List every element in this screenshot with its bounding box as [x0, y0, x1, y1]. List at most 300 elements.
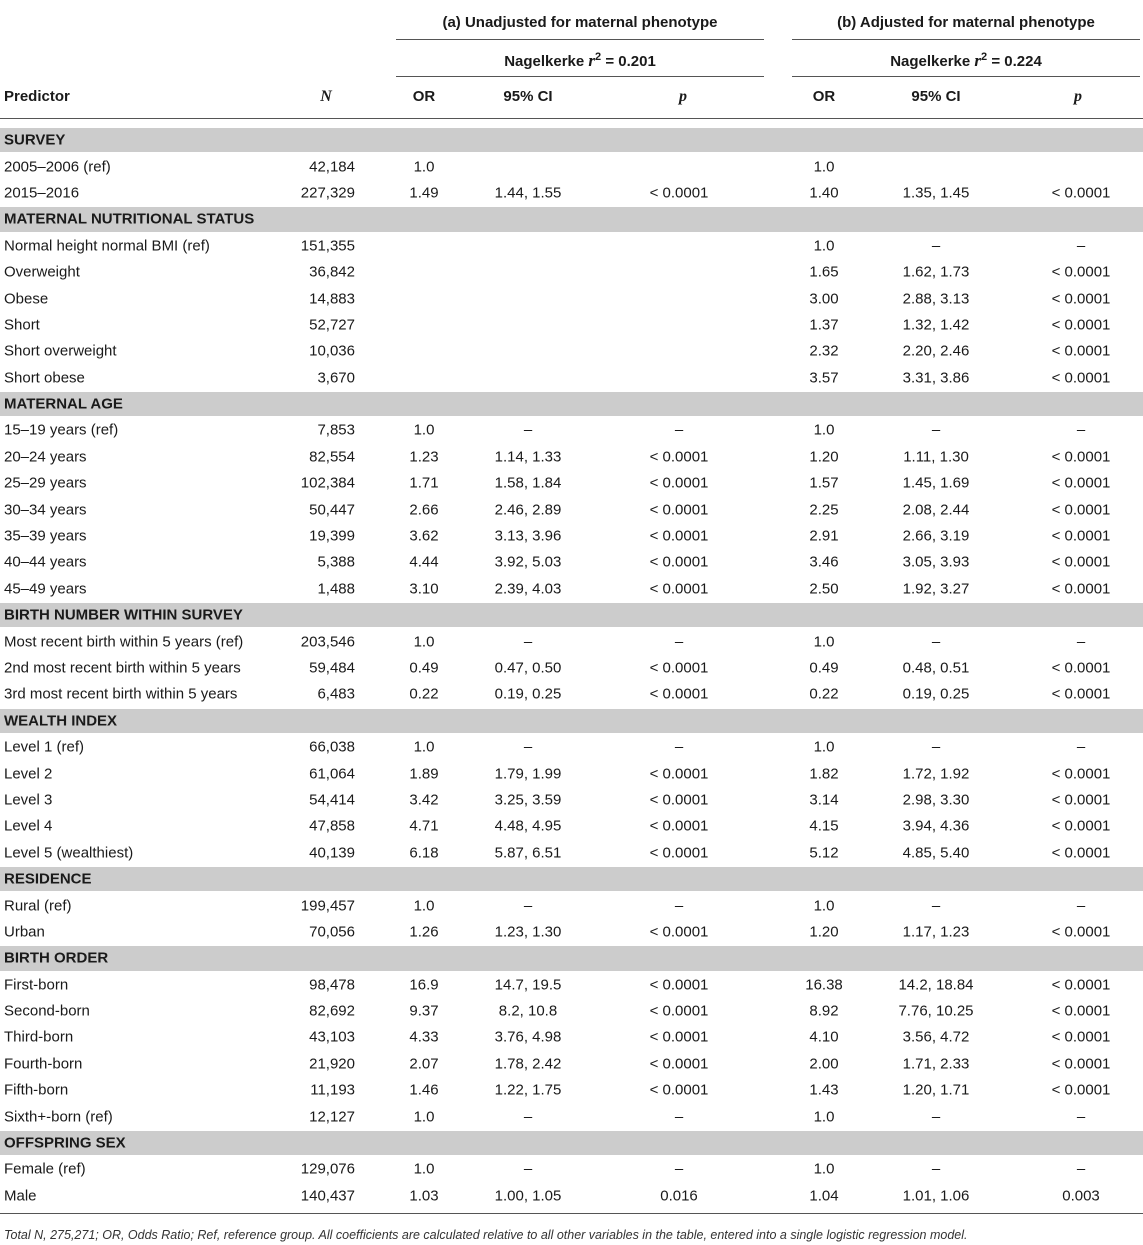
header-rule	[0, 118, 1143, 119]
p-b-cell: < 0.0001	[1051, 316, 1111, 334]
ci-b-cell: –	[931, 1160, 941, 1178]
header-n: N	[320, 88, 332, 105]
or-b-cell: 1.0	[813, 738, 835, 756]
n-cell: 70,056	[309, 923, 355, 941]
ci-a-cell: –	[523, 633, 533, 651]
predictor-cell: 45–49 years	[4, 580, 87, 598]
p-a-cell: 0.016	[660, 1187, 698, 1205]
ci-b-cell: 2.98, 3.30	[902, 791, 970, 809]
p-b-cell: < 0.0001	[1051, 923, 1111, 941]
or-b-cell: 1.65	[809, 263, 839, 281]
ci-b-cell: –	[931, 1108, 941, 1126]
n-cell: 82,554	[309, 448, 355, 466]
or-b-cell: 3.00	[809, 290, 839, 308]
table-row	[0, 444, 1143, 470]
ci-b-cell: 3.94, 4.36	[902, 817, 970, 835]
p-b-cell: < 0.0001	[1051, 263, 1111, 281]
header-ci-a: 95% CI	[503, 88, 553, 105]
or-b-cell: 0.49	[809, 659, 839, 677]
or-a-cell: 1.89	[409, 765, 439, 783]
or-a-cell: 1.0	[413, 633, 435, 651]
or-b-cell: 1.40	[809, 184, 839, 202]
predictor-cell: Sixth+-born (ref)	[4, 1108, 113, 1126]
n-cell: 54,414	[309, 791, 355, 809]
ci-b-cell: 3.05, 3.93	[902, 553, 970, 571]
or-b-cell: 2.25	[809, 501, 839, 519]
or-b-cell: 1.82	[809, 765, 839, 783]
r2-rule-b	[792, 76, 1140, 77]
n-cell: 47,858	[309, 817, 355, 835]
or-b-cell: 2.32	[809, 342, 839, 360]
ci-a-cell: 1.22, 1.75	[494, 1081, 562, 1099]
or-a-cell: 6.18	[409, 844, 439, 862]
section-label: SURVEY	[4, 131, 66, 149]
n-cell: 21,920	[309, 1055, 355, 1073]
ci-a-cell: 2.39, 4.03	[494, 580, 562, 598]
predictor-cell: Short	[4, 316, 40, 334]
n-cell: 102,384	[300, 474, 355, 492]
or-b-cell: 1.0	[813, 158, 835, 176]
or-b-cell: 5.12	[809, 844, 839, 862]
table-row	[0, 153, 1143, 179]
predictor-cell: 30–34 years	[4, 501, 87, 519]
section-label: BIRTH NUMBER WITHIN SURVEY	[4, 606, 243, 624]
p-b-cell: < 0.0001	[1051, 976, 1111, 994]
p-b-cell: –	[1076, 738, 1086, 756]
n-cell: 42,184	[309, 158, 355, 176]
ci-b-cell: –	[931, 237, 941, 255]
ci-b-cell: 1.01, 1.06	[902, 1187, 970, 1205]
table-row	[0, 655, 1143, 681]
p-a-cell: < 0.0001	[649, 765, 709, 783]
p-a-cell: < 0.0001	[649, 184, 709, 202]
ci-a-cell: –	[523, 738, 533, 756]
ci-a-cell: –	[523, 1160, 533, 1178]
n-cell: 151,355	[300, 237, 355, 255]
or-b-cell: 4.10	[809, 1028, 839, 1046]
table-row	[0, 1183, 1143, 1209]
ci-b-cell: 1.17, 1.23	[902, 923, 970, 941]
ci-b-cell: 4.85, 5.40	[902, 844, 970, 862]
or-b-cell: 4.15	[809, 817, 839, 835]
table-row	[0, 233, 1143, 259]
predictor-cell: Most recent birth within 5 years (ref)	[4, 633, 244, 651]
or-b-cell: 1.37	[809, 316, 839, 334]
table-row	[0, 312, 1143, 338]
n-cell: 43,103	[309, 1028, 355, 1046]
ci-a-cell: 3.92, 5.03	[494, 553, 562, 571]
header-p-b: p	[1074, 88, 1082, 105]
group-rule-a	[396, 39, 764, 40]
predictor-cell: Urban	[4, 923, 45, 941]
header-ci-b: 95% CI	[911, 88, 961, 105]
section-header	[0, 127, 1143, 153]
p-a-cell: < 0.0001	[649, 1028, 709, 1046]
p-b-cell: < 0.0001	[1051, 342, 1111, 360]
or-b-cell: 1.04	[809, 1187, 839, 1205]
table-row	[0, 576, 1143, 602]
section-header	[0, 1130, 1143, 1156]
predictor-cell: Level 5 (wealthiest)	[4, 844, 134, 862]
predictor-cell: Obese	[4, 290, 49, 308]
header-p-a: p	[679, 88, 687, 105]
section-header	[0, 708, 1143, 734]
ci-a-cell: 1.44, 1.55	[494, 184, 562, 202]
p-a-cell: < 0.0001	[649, 1081, 709, 1099]
r2-rule-a	[396, 76, 764, 77]
predictor-cell: Short overweight	[4, 342, 117, 360]
p-a-cell: < 0.0001	[649, 659, 709, 677]
p-a-cell: < 0.0001	[649, 501, 709, 519]
predictor-cell: 15–19 years (ref)	[4, 421, 119, 439]
n-cell: 227,329	[300, 184, 355, 202]
section-label: MATERNAL AGE	[4, 395, 123, 413]
ci-a-cell: 1.78, 2.42	[494, 1055, 562, 1073]
predictor-cell: Second-born	[4, 1002, 90, 1020]
ci-a-cell: 2.46, 2.89	[494, 501, 562, 519]
p-b-cell: < 0.0001	[1051, 527, 1111, 545]
predictor-cell: 40–44 years	[4, 553, 87, 571]
p-b-cell: < 0.0001	[1051, 369, 1111, 387]
or-a-cell: 4.33	[409, 1028, 439, 1046]
predictor-cell: Overweight	[4, 263, 80, 281]
section-header	[0, 945, 1143, 971]
table-row	[0, 734, 1143, 760]
ci-b-cell: –	[931, 897, 941, 915]
or-a-cell: 2.66	[409, 501, 439, 519]
or-a-cell: 3.10	[409, 580, 439, 598]
or-a-cell: 1.0	[413, 738, 435, 756]
p-b-cell: < 0.0001	[1051, 1055, 1111, 1073]
ci-b-cell: 1.71, 2.33	[902, 1055, 970, 1073]
n-cell: 1,488	[317, 580, 355, 598]
table-row	[0, 1156, 1143, 1182]
table-row	[0, 338, 1143, 364]
p-b-cell: –	[1076, 237, 1086, 255]
p-b-cell: < 0.0001	[1051, 474, 1111, 492]
ci-b-cell: 3.56, 4.72	[902, 1028, 970, 1046]
group-header-unadjusted: (a) Unadjusted for maternal phenotype	[442, 14, 718, 31]
or-b-cell: 1.20	[809, 923, 839, 941]
n-cell: 61,064	[309, 765, 355, 783]
ci-a-cell: 1.14, 1.33	[494, 448, 562, 466]
ci-a-cell: 1.79, 1.99	[494, 765, 562, 783]
n-cell: 199,457	[300, 897, 355, 915]
n-cell: 12,127	[309, 1108, 355, 1126]
or-a-cell: 1.71	[409, 474, 439, 492]
ci-b-cell: 2.88, 3.13	[902, 290, 970, 308]
p-a-cell: < 0.0001	[649, 1002, 709, 1020]
table-row	[0, 1051, 1143, 1077]
p-a-cell: –	[674, 738, 684, 756]
p-b-cell: < 0.0001	[1051, 844, 1111, 862]
table-row	[0, 919, 1143, 945]
group-header-adjusted: (b) Adjusted for maternal phenotype	[837, 14, 1095, 31]
or-b-cell: 1.0	[813, 897, 835, 915]
p-b-cell: –	[1076, 897, 1086, 915]
predictor-cell: 25–29 years	[4, 474, 87, 492]
ci-b-cell: –	[931, 738, 941, 756]
ci-b-cell: 1.62, 1.73	[902, 263, 970, 281]
n-cell: 52,727	[309, 316, 355, 334]
table-body	[0, 127, 1143, 1209]
or-b-cell: 3.46	[809, 553, 839, 571]
predictor-cell: Level 4	[4, 817, 53, 835]
p-a-cell: –	[674, 1108, 684, 1126]
n-cell: 19,399	[309, 527, 355, 545]
table-row	[0, 681, 1143, 707]
or-b-cell: 1.43	[809, 1081, 839, 1099]
predictor-cell: 2nd most recent birth within 5 years	[4, 659, 241, 677]
ci-b-cell: 3.31, 3.86	[902, 369, 970, 387]
ci-a-cell: 1.58, 1.84	[494, 474, 562, 492]
or-a-cell: 1.23	[409, 448, 439, 466]
n-cell: 10,036	[309, 342, 355, 360]
p-b-cell: < 0.0001	[1051, 685, 1111, 703]
p-b-cell: < 0.0001	[1051, 1028, 1111, 1046]
p-b-cell: < 0.0001	[1051, 1081, 1111, 1099]
n-cell: 6,483	[317, 685, 355, 703]
p-a-cell: < 0.0001	[649, 553, 709, 571]
bottom-rule	[0, 1213, 1143, 1214]
ci-a-cell: –	[523, 897, 533, 915]
ci-b-cell: 2.08, 2.44	[902, 501, 970, 519]
table-row	[0, 760, 1143, 786]
ci-b-cell: 1.45, 1.69	[902, 474, 970, 492]
ci-a-cell: 4.48, 4.95	[494, 817, 562, 835]
ci-b-cell: 1.11, 1.30	[903, 448, 969, 466]
predictor-cell: Level 3	[4, 791, 53, 809]
group-rule-b	[792, 39, 1140, 40]
or-a-cell: 1.0	[413, 1108, 435, 1126]
n-cell: 14,883	[309, 290, 355, 308]
or-b-cell: 3.57	[809, 369, 839, 387]
section-label: MATERNAL NUTRITIONAL STATUS	[4, 210, 255, 228]
p-a-cell: –	[674, 897, 684, 915]
p-b-cell: < 0.0001	[1051, 659, 1111, 677]
ci-a-cell: –	[523, 1108, 533, 1126]
predictor-cell: 3rd most recent birth within 5 years	[4, 685, 238, 703]
section-label: BIRTH ORDER	[4, 949, 109, 967]
n-cell: 203,546	[300, 633, 355, 651]
or-a-cell: 0.49	[409, 659, 439, 677]
ci-b-cell: 2.20, 2.46	[902, 342, 970, 360]
p-a-cell: < 0.0001	[649, 923, 709, 941]
or-a-cell: 0.22	[409, 685, 439, 703]
or-b-cell: 1.0	[813, 237, 835, 255]
n-cell: 50,447	[309, 501, 355, 519]
table-row	[0, 972, 1143, 998]
p-a-cell: –	[674, 633, 684, 651]
ci-b-cell: 0.19, 0.25	[902, 685, 970, 703]
ci-a-cell: 5.87, 6.51	[494, 844, 562, 862]
section-label: RESIDENCE	[4, 870, 92, 888]
p-a-cell: < 0.0001	[649, 685, 709, 703]
p-b-cell: < 0.0001	[1051, 290, 1111, 308]
n-cell: 3,670	[317, 369, 355, 387]
p-a-cell: < 0.0001	[649, 791, 709, 809]
footnote: Total N, 275,271; OR, Odds Ratio; Ref, reference group. All coefficients are calculated relative to all other variables in the table, entered into a single logistic regression model.	[4, 1228, 968, 1242]
section-header	[0, 391, 1143, 417]
p-a-cell: –	[674, 421, 684, 439]
table-row	[0, 365, 1143, 391]
table-row	[0, 285, 1143, 311]
header-or-b: OR	[812, 88, 836, 105]
section-header	[0, 866, 1143, 892]
or-b-cell: 8.92	[809, 1002, 839, 1020]
or-a-cell: 1.03	[409, 1187, 439, 1205]
or-b-cell: 0.22	[809, 685, 839, 703]
predictor-cell: Level 1 (ref)	[4, 738, 85, 756]
table-row	[0, 259, 1143, 285]
n-cell: 7,853	[317, 421, 355, 439]
p-b-cell: < 0.0001	[1051, 1002, 1111, 1020]
or-a-cell: 9.37	[409, 1002, 439, 1020]
p-b-cell: < 0.0001	[1051, 765, 1111, 783]
ci-b-cell: 1.32, 1.42	[902, 316, 970, 334]
n-cell: 82,692	[309, 1002, 355, 1020]
n-cell: 36,842	[309, 263, 355, 281]
or-a-cell: 1.0	[413, 1160, 435, 1178]
n-cell: 59,484	[309, 659, 355, 677]
p-b-cell: –	[1076, 421, 1086, 439]
p-a-cell: < 0.0001	[649, 474, 709, 492]
table-row	[0, 813, 1143, 839]
or-a-cell: 1.0	[413, 897, 435, 915]
or-b-cell: 1.0	[813, 1108, 835, 1126]
predictor-cell: 35–39 years	[4, 527, 87, 545]
p-a-cell: < 0.0001	[649, 580, 709, 598]
p-b-cell: < 0.0001	[1051, 791, 1111, 809]
p-b-cell: < 0.0001	[1051, 448, 1111, 466]
ci-a-cell: 14.7, 19.5	[494, 976, 562, 994]
p-b-cell: 0.003	[1062, 1187, 1100, 1205]
p-b-cell: < 0.0001	[1051, 501, 1111, 519]
ci-b-cell: 2.66, 3.19	[902, 527, 970, 545]
predictor-cell: Fourth-born	[4, 1055, 83, 1073]
table-row	[0, 840, 1143, 866]
or-b-cell: 16.38	[805, 976, 843, 994]
or-b-cell: 1.0	[813, 633, 835, 651]
or-b-cell: 2.50	[809, 580, 839, 598]
or-b-cell: 2.00	[809, 1055, 839, 1073]
ci-b-cell: –	[931, 421, 941, 439]
or-a-cell: 1.0	[413, 158, 435, 176]
ci-a-cell: 3.13, 3.96	[494, 527, 562, 545]
ci-b-cell: 1.20, 1.71	[902, 1081, 970, 1099]
or-a-cell: 1.46	[409, 1081, 439, 1099]
ci-a-cell: 0.19, 0.25	[494, 685, 562, 703]
table-row	[0, 892, 1143, 918]
predictor-cell: Short obese	[4, 369, 85, 387]
table-row	[0, 180, 1143, 206]
ci-a-cell: 1.00, 1.05	[494, 1187, 562, 1205]
ci-a-cell: 8.2, 10.8	[498, 1002, 558, 1020]
table-row	[0, 549, 1143, 575]
table-row	[0, 470, 1143, 496]
ci-b-cell: 7.76, 10.25	[898, 1002, 974, 1020]
ci-a-cell: –	[523, 421, 533, 439]
or-a-cell: 1.26	[409, 923, 439, 941]
table-row	[0, 496, 1143, 522]
r2-adjusted: Nagelkerke $r^2 = 0.224$	[890, 51, 1042, 70]
ci-b-cell: 1.92, 3.27	[902, 580, 970, 598]
predictor-cell: 2005–2006 (ref)	[4, 158, 111, 176]
predictor-cell: Level 2	[4, 765, 53, 783]
section-label: WEALTH INDEX	[4, 712, 118, 730]
p-a-cell: < 0.0001	[649, 844, 709, 862]
or-a-cell: 3.62	[409, 527, 439, 545]
p-a-cell: < 0.0001	[649, 1055, 709, 1073]
ci-a-cell: 1.23, 1.30	[494, 923, 562, 941]
or-a-cell: 2.07	[409, 1055, 439, 1073]
section-header	[0, 602, 1143, 628]
predictor-cell: Normal height normal BMI (ref)	[4, 237, 210, 255]
or-b-cell: 1.57	[809, 474, 839, 492]
p-b-cell: < 0.0001	[1051, 580, 1111, 598]
p-b-cell: –	[1076, 633, 1086, 651]
predictor-cell: Fifth-born	[4, 1081, 69, 1099]
or-b-cell: 1.0	[813, 421, 835, 439]
ci-a-cell: 3.25, 3.59	[494, 791, 562, 809]
table-row	[0, 787, 1143, 813]
p-b-cell: –	[1076, 1160, 1086, 1178]
or-b-cell: 1.0	[813, 1160, 835, 1178]
or-a-cell: 3.42	[409, 791, 439, 809]
or-a-cell: 4.44	[409, 553, 439, 571]
n-cell: 5,388	[317, 553, 355, 571]
section-label: OFFSPRING SEX	[4, 1134, 126, 1152]
predictor-cell: Male	[4, 1187, 37, 1205]
or-a-cell: 16.9	[409, 976, 439, 994]
or-a-cell: 1.49	[409, 184, 439, 202]
table-row	[0, 417, 1143, 443]
ci-a-cell: 0.47, 0.50	[494, 659, 562, 677]
predictor-cell: First-born	[4, 976, 69, 994]
table-row	[0, 1024, 1143, 1050]
p-b-cell: < 0.0001	[1051, 817, 1111, 835]
p-b-cell: < 0.0001	[1051, 553, 1111, 571]
or-b-cell: 1.20	[809, 448, 839, 466]
n-cell: 140,437	[300, 1187, 355, 1205]
p-a-cell: < 0.0001	[649, 448, 709, 466]
predictor-cell: Third-born	[4, 1028, 74, 1046]
ci-a-cell: 3.76, 4.98	[494, 1028, 562, 1046]
p-b-cell: –	[1076, 1108, 1086, 1126]
p-a-cell: –	[674, 1160, 684, 1178]
ci-b-cell: 0.48, 0.51	[902, 659, 970, 677]
ci-b-cell: 1.72, 1.92	[902, 765, 970, 783]
section-header	[0, 206, 1143, 232]
p-a-cell: < 0.0001	[649, 976, 709, 994]
n-cell: 11,193	[310, 1081, 355, 1099]
table-row	[0, 1103, 1143, 1129]
table-row	[0, 1077, 1143, 1103]
predictor-cell: Rural (ref)	[4, 897, 72, 915]
or-b-cell: 3.14	[809, 791, 839, 809]
header-predictor: Predictor	[4, 88, 70, 105]
predictor-cell: Female (ref)	[4, 1160, 86, 1178]
table-row	[0, 998, 1143, 1024]
ci-b-cell: 14.2, 18.84	[898, 976, 974, 994]
table-row	[0, 523, 1143, 549]
table-row	[0, 628, 1143, 654]
predictor-cell: 2015–2016	[4, 184, 80, 202]
r2-unadjusted: Nagelkerke $r^2 = 0.201$	[504, 51, 656, 70]
or-a-cell: 1.0	[413, 421, 435, 439]
header-or-a: OR	[412, 88, 436, 105]
or-a-cell: 4.71	[409, 817, 439, 835]
